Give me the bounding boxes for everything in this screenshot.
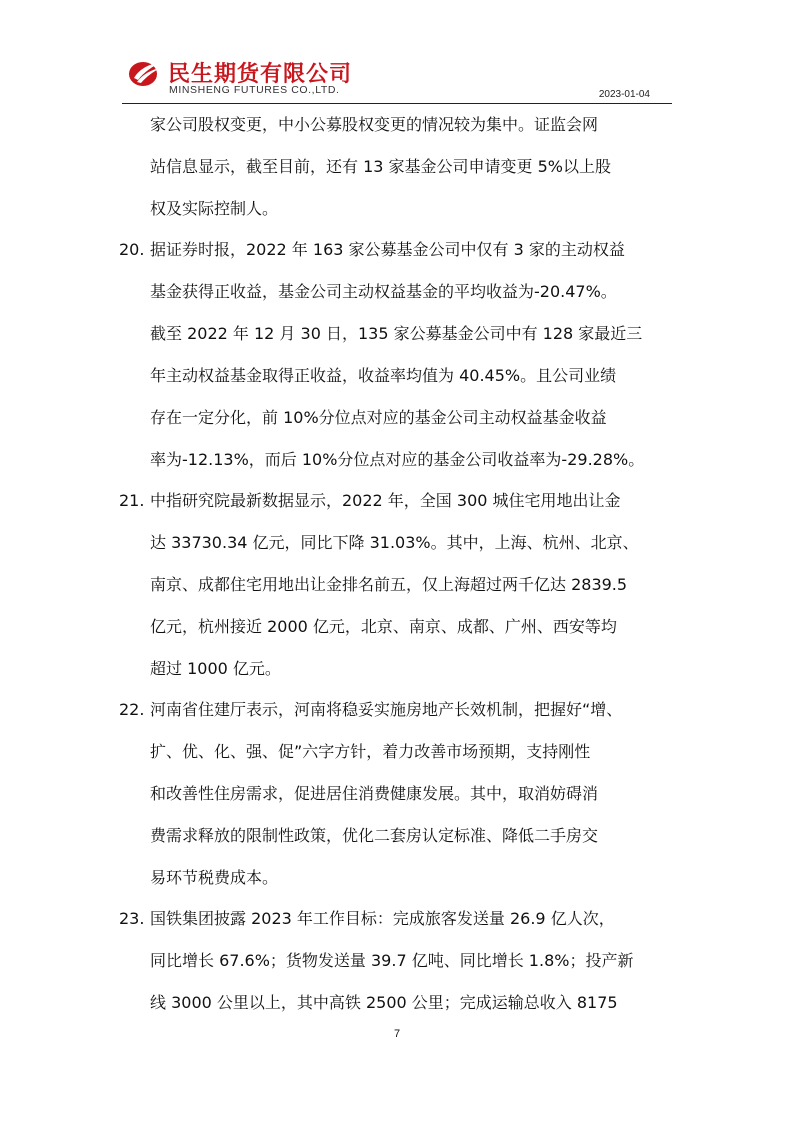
item-line: 截至 2022 年 12 月 30 日，135 家公募基金公司中有 128 家最近三 <box>150 324 643 343</box>
item-line: 同比增长 67.6%；货物发送量 39.7 亿吨、同比增长 1.8%；投产新 <box>150 951 634 970</box>
minsheng-logo-icon <box>128 58 162 88</box>
brand-name-en: MINSHENG FUTURES CO.,LTD. <box>169 84 340 96</box>
item-line: 家公司股权变更，中小公募股权变更的情况较为集中。证监会网 <box>150 115 599 134</box>
item-line: 权及实际控制人。 <box>150 199 279 218</box>
item-line: 存在一定分化，前 10%分位点对应的基金公司主动权益基金收益 <box>150 408 607 427</box>
report-date: 2023-01-04 <box>598 89 650 100</box>
item-line: 线 3000 公里以上，其中高铁 2500 公里；完成运输总收入 8175 <box>150 993 618 1012</box>
item-line: 易环节税费成本。 <box>150 868 279 887</box>
item-line: 和改善性住房需求，促进居住消费健康发展。其中，取消妨碍消 <box>150 784 599 803</box>
item-number: 21. <box>119 491 145 510</box>
item-line: 亿元，杭州接近 2000 亿元，北京、南京、成都、广州、西安等均 <box>150 617 617 636</box>
item-number: 22. <box>119 700 145 719</box>
item-line: 达 33730.34 亿元，同比下降 31.03%。其中，上海、杭州、北京、 <box>150 533 639 552</box>
item-line: 年主动权益基金取得正收益，收益率均值为 40.45%。且公司业绩 <box>150 366 617 385</box>
item-line: 率为-12.13%，而后 10%分位点对应的基金公司收益率为-29.28%。 <box>150 450 645 469</box>
item-line: 南京、成都住宅用地出让金排名前五，仅上海超过两千亿达 2839.5 <box>150 575 628 594</box>
item-line: 河南省住建厅表示，河南将稳妥实施房地产长效机制，把握好“增、 <box>150 700 623 719</box>
item-line: 站信息显示，截至目前，还有 13 家基金公司申请变更 5%以上股 <box>150 157 612 176</box>
item-number: 20. <box>119 240 145 259</box>
item-line: 国铁集团披露 2023 年工作目标：完成旅客发送量 26.9 亿人次， <box>150 909 615 928</box>
item-line: 扩、优、化、强、促”六字方针，着力改善市场预期，支持刚性 <box>150 742 591 761</box>
header-divider <box>122 103 672 104</box>
item-line: 费需求释放的限制性政策，优化二套房认定标准、降低二手房交 <box>150 826 599 845</box>
page-number: 7 <box>393 1028 401 1040</box>
brand-name-cn: 民生期货有限公司 <box>168 62 353 87</box>
item-line: 超过 1000 亿元。 <box>150 659 281 678</box>
item-line: 基金获得正收益，基金公司主动权益基金的平均收益为-20.47%。 <box>150 282 617 301</box>
item-line: 据证券时报，2022 年 163 家公募基金公司中仅有 3 家的主动权益 <box>150 240 625 259</box>
item-line: 中指研究院最新数据显示，2022 年，全国 300 城住宅用地出让金 <box>150 491 621 510</box>
item-number: 23. <box>119 909 145 928</box>
page-header <box>122 52 672 102</box>
